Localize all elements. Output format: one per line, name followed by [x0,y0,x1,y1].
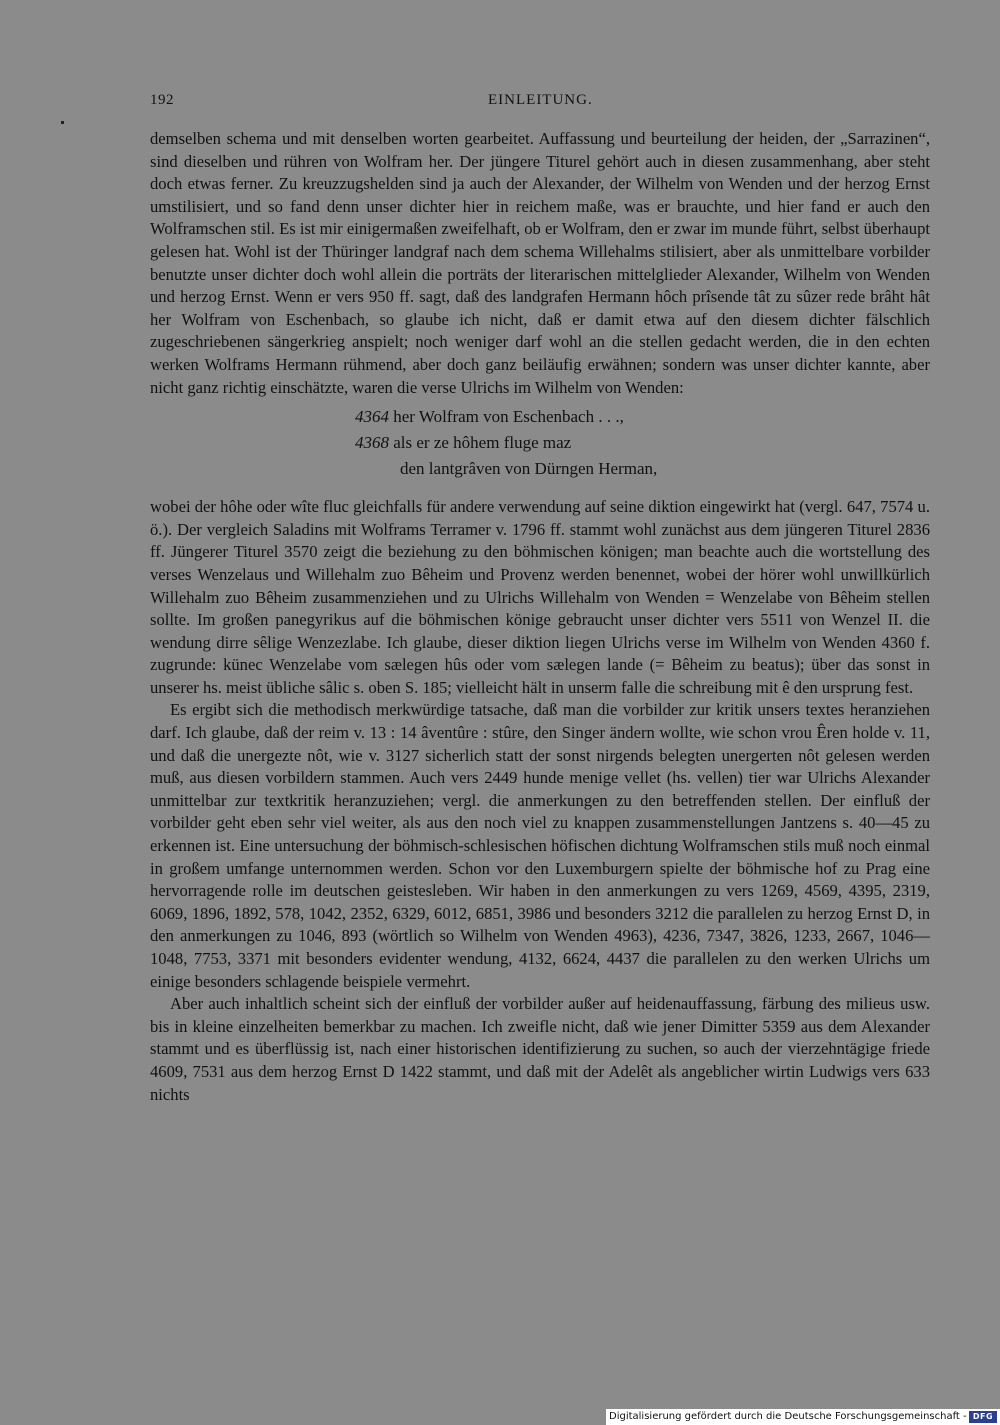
verse-text: den lantgrâven von Dürngen Herman, [400,459,658,479]
verse-text: als er ze hôhem fluge maz [393,433,572,453]
verse-number: 4368 [355,433,389,453]
verse-text: her Wolfram von Eschenbach . . ., [393,407,624,427]
verse-number: 4364 [355,407,389,427]
paragraph-1: demselben schema und mit denselben worten gearbeitet. Auffassung und beurteilung der heiden, der „Sarrazinen“, sind dieselben und rühren von Wolfram her. Der jüngere Titurel gehört auch in diesen zusammenhang, aber steht doch etwas ferner. Zu kreuzzugshelden sind ja auch der Alexander, der Wilhelm von Wenden und der herzog Ernst umstilisiert, und so fand denn unser dichter hier in reichem maße, was er brauchte, und hier fand er auch den Wolframschen stil. Es ist mir einigermaßen zweifelhaft, ob er Wolfram, den er zwar im munde führt, selbst überhaupt gelesen hat. Wohl ist der Thüringer landgraf nach dem schema Willehalms stilisiert, aber als unmittelbare vorbilder benutzte unser dichter doch wohl allein die porträts der literarischen mittelglieder Alexander, Wilhelm von Wenden und herzog Ernst. Wenn er vers 950 ff. sagt, daß des landgrafen Hermann hôch prîsende tât zu sûzer rede brâht hât her Wolfram von Eschenbach, so glaube ich nicht, daß er damit etwa auf den diesem dichter fälschlich zugeschriebenen sängerkrieg anspielt; noch weniger darf wohl an die stellen gedacht werden, die in den echten werken Wolframs Hermann rühmend, aber doch ganz beiläufig erwähnen; sondern was unser dichter kannte, aber nicht ganz richtig einschätzte, waren die verse Ulrichs im Wilhelm von Wenden: [150,129,930,397]
digitization-footer [606,1409,1000,1425]
verse-line [150,430,930,456]
paragraph-3: Es ergibt sich die methodisch merkwürdige tatsache, daß man die vorbilder zur kritik unsers textes heranziehen darf. Ich glaube, daß der reim v. 13 : 14 âventûre : stûre, den Singer ändern wollte, wie schon vrou Êren holde v. 11, und daß die unergezte nôt, wie v. 3127 sicherlich statt der sonst nirgends belegten unergerten nôt gelesen werden muß, aus diesen vorbildern stammen. Auch vers 2449 hunde menige vellet (hs. vellen) tier war Ulrichs Alexander unmittelbar zur textkritik heranzuziehen; vergl. die anmerkungen zu den betreffenden stellen. Der einfluß der vorbilder geht eben sehr viel weiter, als aus den noch viel zu knappen zusammenstellungen Jantzens s. 40—45 zu erkennen ist. Eine untersuchung der böhmisch-schlesischen höfischen dichtung Wolframschen stils muß noch einmal in großem umfange unternommen werden. Schon vor den Luxemburgern spielte der böhmische hof zu Prag eine hervorragende rolle im deutschen geistesleben. Wir haben in den anmerkungen zu vers 1269, 4569, 4395, 2319, 6069, 1896, 1892, 578, 1042, 2352, 6329, 6012, 6851, 3986 und besonders 3212 die parallelen zu herzog Ernst D, in den anmerkungen zu 1046, 893 (wörtlich so Wilhelm von Wenden 4963), 4236, 7347, 3826, 1233, 2667, 1046—1048, 7753, 3371 mit besonders evidenter wendung, 4132, 6624, 4437 die parallelen zu den werken Ulrichs um einige besonders schlagende beispiele vermehrt. [150,700,930,991]
dfg-logo-icon: DFG [969,1411,997,1423]
page-header [150,92,930,114]
margin-mark [61,121,64,124]
page-body [150,128,930,1106]
paragraph-4: Aber auch inhaltlich scheint sich der einfluß der vorbilder außer auf heidenauffassung, färbung des milieus usw. bis in kleine einzelheiten bemerkbar zu machen. Ich zweifle nicht, daß wie jener Dimitter 5359 aus dem Alexander stammt und es überflüssig ist, nach einer historischen identifizierung zu suchen, so auch der vierzehntägige friede 4609, 7531 aus dem herzog Ernst D 1422 stammt, und daß mit der Adelêt als angeblicher wirtin Ludwigs vers 633 nichts [150,994,930,1104]
footer-text: Digitalisierung gefördert durch die Deutsche Forschungsgemeinschaft - [609,1411,967,1422]
verse-line [150,456,930,482]
running-head: EINLEITUNG. [488,92,593,108]
verse-line [150,404,930,430]
paragraph-2: wobei der hôhe oder wîte fluc gleichfalls für andere verwendung auf seine diktion eingewirkt hat (vergl. 647, 7574 u. ö.). Der vergleich Saladins mit Wolframs Terramer v. 1796 ff. stammt wohl zunächst aus dem jüngeren Titurel 2836 ff. Jüngerer Titurel 3570 zeigt die beziehung zu den böhmischen königen; man beachte auch die wortstellung des verses Wenzelaus und Willehalm zuo Bêheim und Provenz werden benennet, wobei der hörer wohl unwillkürlich Willehalm zuo Bêheim zusammenziehen und zu Ulrichs Willehalm von Wenden = Wenzelabe von Bêheim stellen sollte. Im großen panegyrikus auf die böhmischen könige gebraucht unser dichter vers 5511 von Wenzel II. die wendung dirre sêlige Wenzezlabe. Ich glaube, dieser diktion liegen Ulrichs verse im Wilhelm von Wenden 4360 f. zugrunde: künec Wenzelabe vom sælegen hûs oder vom sælegen lande (= Bêheim zu beatus); über das sonst in unserer hs. meist übliche sâlic s. oben S. 185; vielleicht hält in unserm falle die schreibung mit ê den ursprung fest. [150,497,930,697]
page-number: 192 [150,92,174,108]
verse-quote [150,404,930,482]
